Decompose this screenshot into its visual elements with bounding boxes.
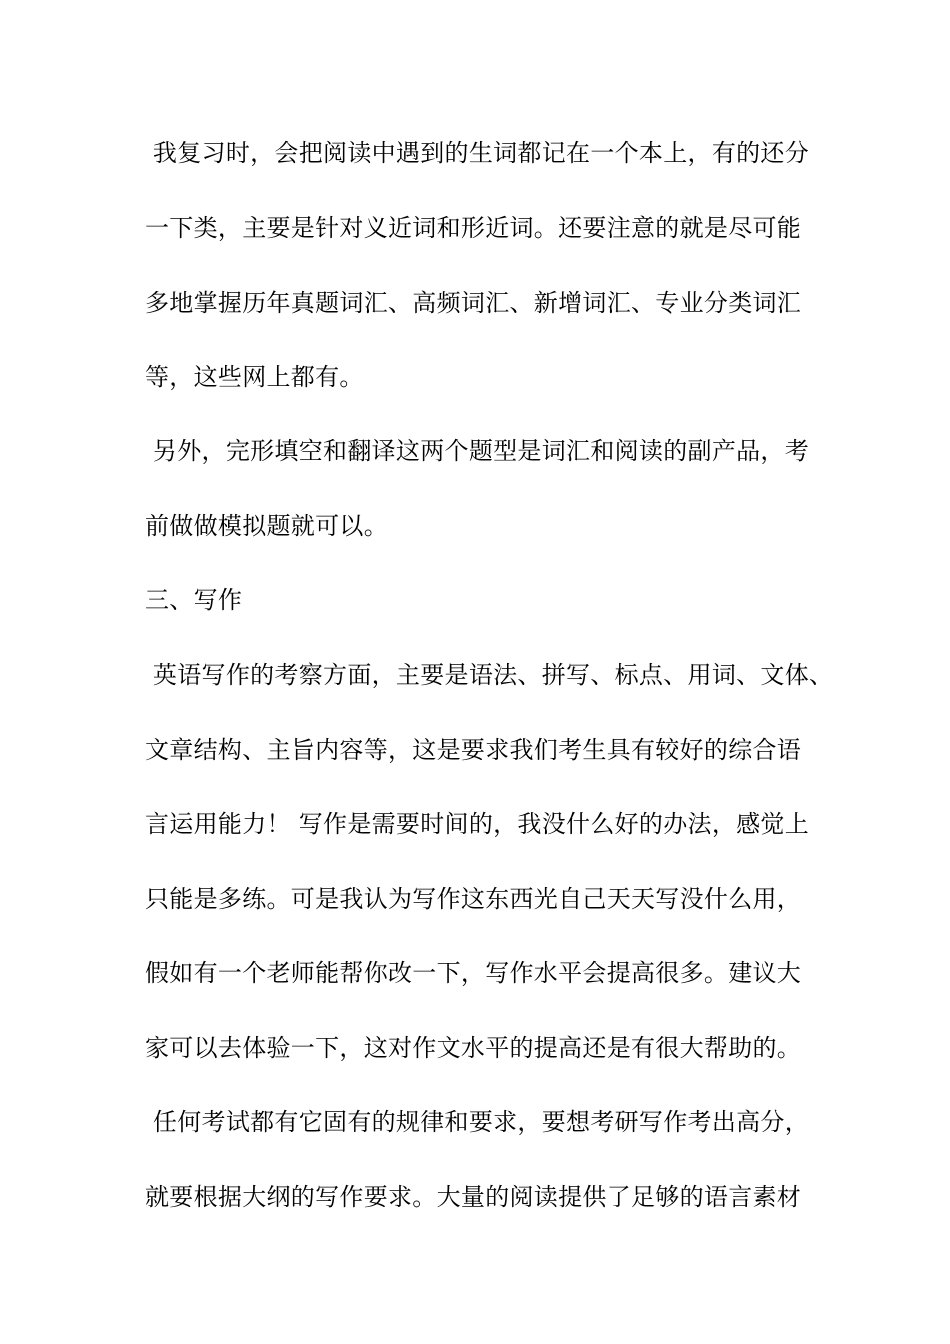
text-line: 英语写作的考察方面，主要是语法、拼写、标点、用词、文体、: [145, 661, 834, 689]
text-line: 家可以去体验一下，这对作文水平的提高还是有很大帮助的。: [145, 1034, 802, 1062]
text-line: 前做做模拟题就可以。: [145, 512, 388, 540]
text-line: 任何考试都有它固有的规律和要求，要想考研写作考出高分，: [145, 1108, 810, 1136]
section-heading: 三、写作: [145, 586, 243, 614]
text-line: 只能是多练。可是我认为写作这东西光自己天天写没什么用，: [145, 885, 802, 913]
text-line: 等，这些网上都有。: [145, 363, 364, 391]
text-line: 文章结构、主旨内容等，这是要求我们考生具有较好的综合语: [145, 736, 802, 764]
text-line: 我复习时，会把阅读中遇到的生词都记在一个本上，有的还分: [145, 139, 810, 167]
text-line: 就要根据大纲的写作要求。大量的阅读提供了足够的语言素材: [145, 1183, 802, 1211]
text-line: 言运用能力！ 写作是需要时间的，我没什么好的办法，感觉上: [145, 810, 810, 838]
text-line: 假如有一个老师能帮你改一下，写作水平会提高很多。建议大: [145, 959, 802, 987]
text-line: 另外，完形填空和翻译这两个题型是词汇和阅读的副产品，考: [145, 437, 810, 465]
text-line: 一下类，主要是针对义近词和形近词。还要注意的就是尽可能: [145, 214, 802, 242]
text-line: 多地掌握历年真题词汇、高频词汇、新增词汇、专业分类词汇: [145, 289, 802, 317]
